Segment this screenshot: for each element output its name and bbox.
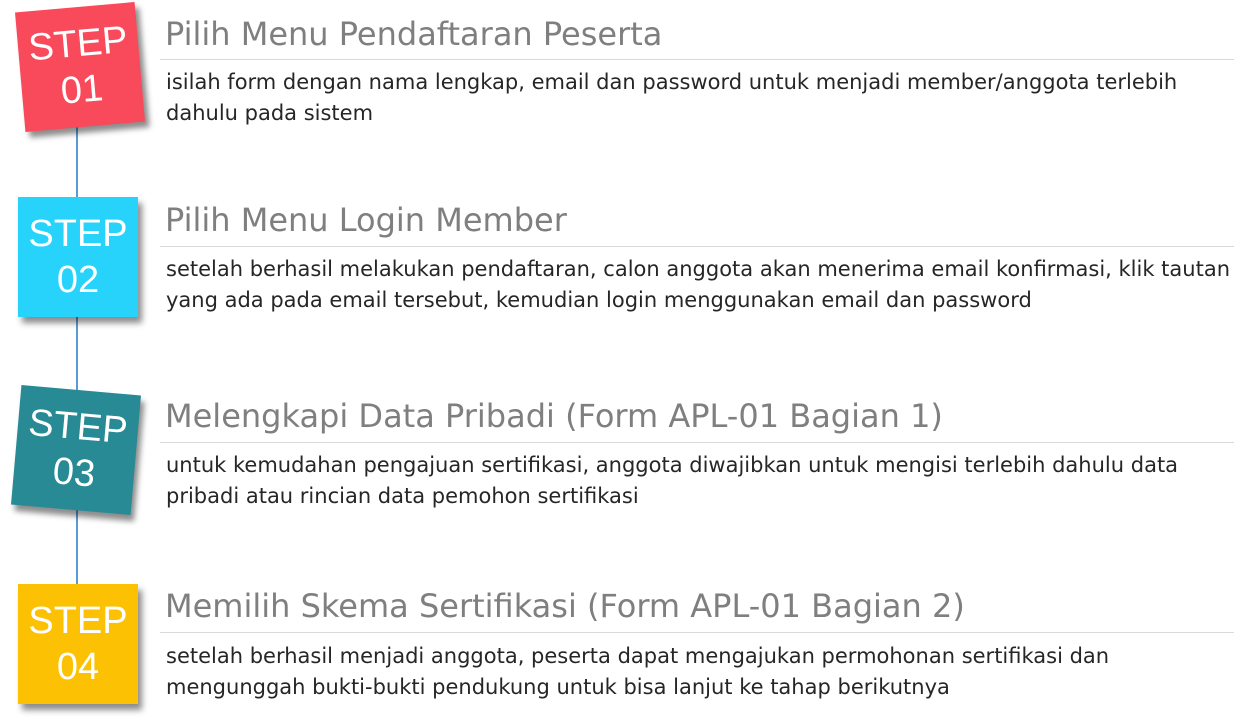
step-description-03: untuk kemudahan pengajuan sertifikasi, anggota diwajibkan untuk mengisi terlebih dahulu data pribadi atau rincian data pemohon sertifikasi <box>166 453 1179 508</box>
timeline-connector-line <box>76 120 78 590</box>
step-title-03: Melengkapi Data Pribadi (Form APL-01 Bagian 1) <box>165 397 943 435</box>
step-badge-04 <box>18 584 138 704</box>
step-number: 04 <box>56 646 100 688</box>
step-badge-01 <box>15 2 145 132</box>
step-label: STEP <box>26 18 130 70</box>
step-divider-04 <box>160 632 1234 633</box>
step-title-02: Pilih Menu Login Member <box>165 201 567 239</box>
step-description-02: setelah berhasil melakukan pendaftaran, calon anggota akan menerima email konfirmasi, klik tautan yang ada pada email tersebut, kemudian login menggunakan email dan password <box>166 257 1231 312</box>
step-title-01: Pilih Menu Pendaftaran Peserta <box>165 15 663 53</box>
step-label: STEP <box>28 600 128 642</box>
step-divider-01 <box>160 59 1234 60</box>
step-badge-02 <box>18 197 138 317</box>
step-number: 01 <box>59 67 105 113</box>
step-label: STEP <box>28 213 128 255</box>
step-description-01: isilah form dengan nama lengkap, email dan password untuk menjadi member/anggota terlebih dahulu pada sistem <box>166 70 1178 125</box>
step-title-04: Memilih Skema Sertifikasi (Form APL-01 Bagian 2) <box>165 587 965 625</box>
step-divider-03 <box>160 442 1234 443</box>
step-badge-03 <box>11 385 141 515</box>
step-description-04: setelah berhasil menjadi anggota, peserta dapat mengajukan permohonan sertifikasi dan mengunggah bukti-bukti pendukung untuk bisa lanjut ke tahap berikutnya <box>166 644 1110 699</box>
step-number: 03 <box>51 450 97 496</box>
step-divider-02 <box>160 246 1234 247</box>
step-number: 02 <box>56 259 100 301</box>
step-label: STEP <box>26 401 130 453</box>
